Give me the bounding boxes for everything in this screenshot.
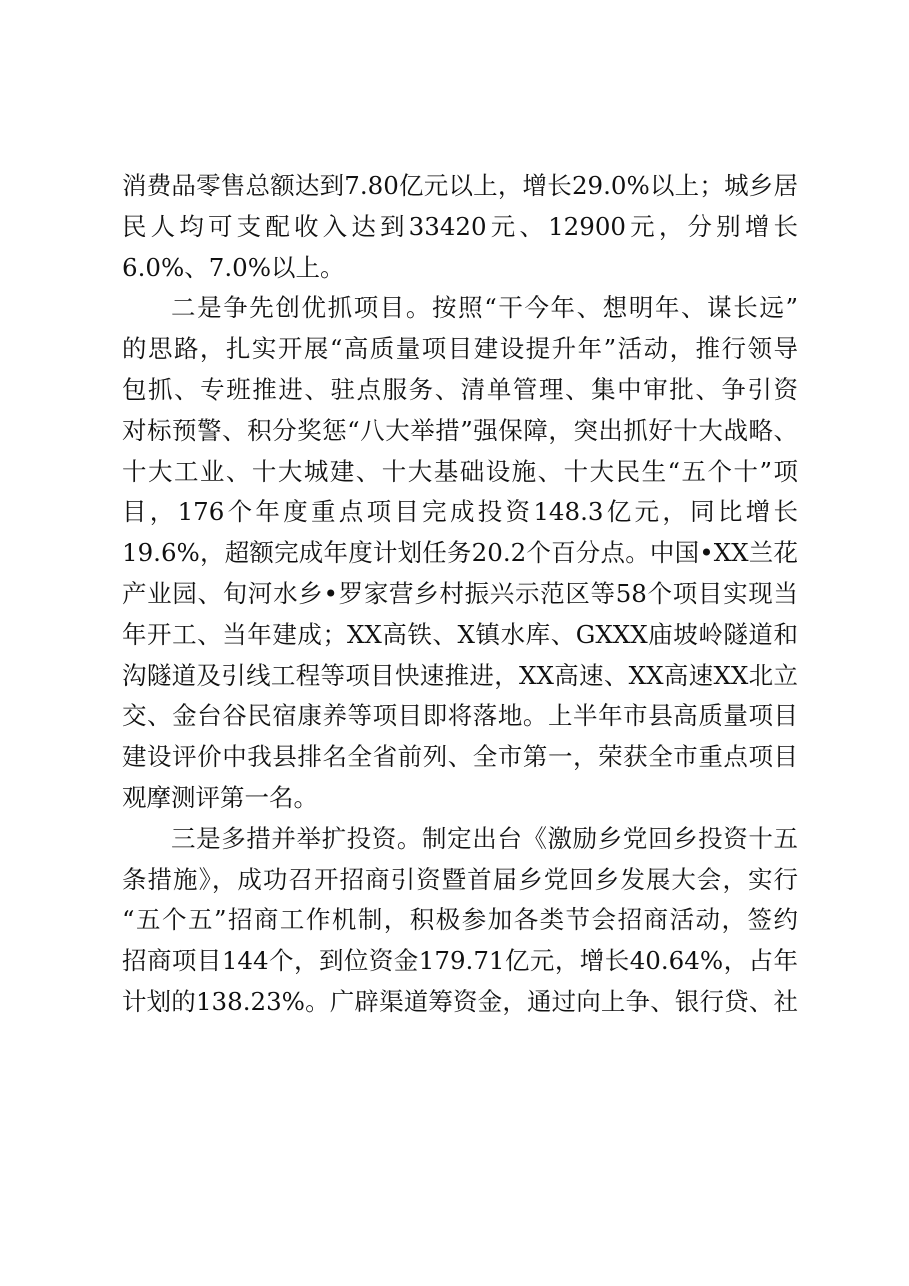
text-line: 目，176个年度重点项目完成投资148.3亿元，同比增长 [122, 497, 798, 527]
text-line: 6.0%、7.0%以上。 [122, 252, 345, 282]
paragraph-first-line: 三是多措并举扩投资。制定出台《激励乡党回乡投资十五 [171, 823, 798, 853]
text-line: 民人均可支配收入达到33420元、12900元，分别增长 [122, 211, 798, 241]
text-line: 招商项目144个，到位资金179.71亿元，增长40.64%，占年 [122, 946, 798, 976]
text-line: 的思路，扎实开展“高质量项目建设提升年”活动，推行领导 [122, 334, 798, 364]
text-line: 条措施》，成功召开招商引资暨首届乡党回乡发展大会，实行 [122, 864, 798, 894]
text-line: 交、金台谷民宿康养等项目即将落地。上半年市县高质量项目 [122, 701, 798, 731]
text-line: 十大工业、十大城建、十大基础设施、十大民生“五个十”项 [122, 456, 798, 486]
text-line: 计划的138.23%。广辟渠道筹资金，通过向上争、银行贷、社 [122, 986, 798, 1016]
text-line: “五个五”招商工作机制，积极参加各类节会招商活动，签约 [122, 905, 798, 935]
text-line: 对标预警、积分奖惩“八大举措”强保障，突出抓好十大战略、 [122, 415, 798, 445]
text-line: 年开工、当年建成；XX高铁、X镇水库、GXXX庙坡岭隧道和 [122, 619, 798, 649]
text-line: 观摩测评第一名。 [122, 782, 318, 812]
text-line: 沟隧道及引线工程等项目快速推进，XX高速、XX高速XX北立 [122, 660, 798, 690]
paragraph-first-line: 二是争先创优抓项目。按照“干今年、想明年、谋长远” [171, 293, 798, 323]
body-text [122, 166, 798, 1023]
text-line: 包抓、专班推进、驻点服务、清单管理、集中审批、争引资 [122, 374, 798, 404]
text-line: 19.6%，超额完成年度计划任务20.2个百分点。中国•XX兰花 [122, 538, 798, 568]
text-line: 消费品零售总额达到7.80亿元以上，增长29.0%以上；城乡居 [122, 171, 798, 200]
text-line: 建设评价中我县排名全省前列、全市第一，荣获全市重点项目 [122, 742, 798, 772]
text-line: 产业园、旬河水乡•罗家营乡村振兴示范区等58个项目实现当 [122, 578, 798, 608]
